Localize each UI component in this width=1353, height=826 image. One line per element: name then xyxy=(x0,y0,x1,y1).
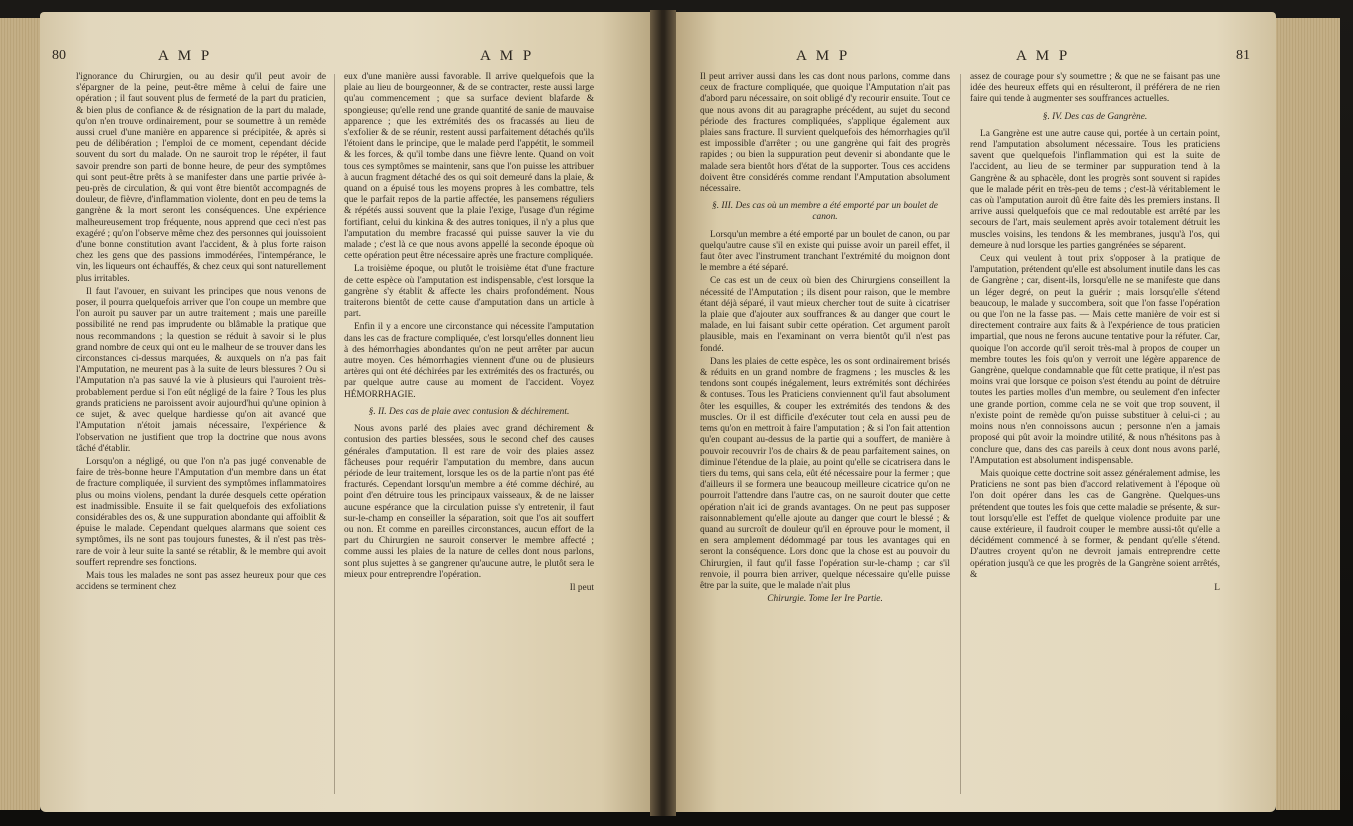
left-page xyxy=(40,12,650,812)
paragraph: eux d'une manière aussi favorable. Il arrive quelquefois que la plaie au lieu de bourgeonner, & de se contracter, reste aussi large qu'au commencement ; que sa surface devient blafarde & spongieuse; qu'elle rend une grande quantité de sanie de mauvaise apparence ; que les extrémités des os fracassés au lieu de s'exfolier & de se réunir, restent aussi parfaitement détachés qu'ils l'étoient dans le principe, que le malade perd l'appétit, le sommeil & les forces, & qu'il tombe dans une fièvre lente. Quand on voit tous ces symptômes se maintenir, sans que l'on puisse les attribuer à aucun fragment détaché des os qui soit demeuré dans la plaie, & quand on a épuisé tous les moyens propres à les combattre, tels que le parfait repos de la partie affectée, les pansemens réguliers & répétés aussi souvent que la plaie l'exige, l'usage d'un régime fortifiant, celui du kinkina & des autres toniques, il n'y a plus que l'amputation du membre fracassé qui puisse sauver la vie du malade ; c'est là ce que nous avons appellé la seconde époque où cette opération peut être nécessaire après une fracture compliquée. xyxy=(344,72,594,262)
paragraph: Ceux qui veulent à tout prix s'opposer à la pratique de l'amputation, prétendent qu'elle est absolument inutile dans les cas de Gangrène ; car, disent-ils, lorsqu'elle ne se manifeste que dans un léger degré, on peut la guérir ; mais lorsqu'elle s'étend beaucoup, le malade y succombera, soit que l'on fasse l'opération ou que l'on ne la fasse pas. — Mais cette manière de voir est si directement contraire aux faits & à l'expérience de tous praticien impartial, que nous ne ferons aucune tentative pour la réfuter. Car, quoique l'on accorde qu'il seroit très-mal à propos de couper un membre toutes les fois qu'on y verroit une légère apparence de Gangrène, quelque condamnable que fût cette pratique, il n'est pas moins vrai que lorsque ce poison s'est étendu au point de détruire toutes les parties molles d'un membre, ou seulement d'en infecter une grande portion, comme cela ne se voit que trop souvent, il n'existe point de remède qu'on puisse substituer à celui-ci ; au moins nous n'en connoissons aucun ; personne n'en a jamais proposé qui pût avoir la moindre utilité, & nous n'hésitons pas à conclure que, dans des cas pareils à ceux dont nous avons parlé, l'Amputation est absolument indispensable. xyxy=(970,254,1220,466)
paragraph: Lorsqu'on a négligé, ou que l'on n'a pas jugé convenable de faire de très-bonne heure l'Amputation d'un membre dans un état de fracture compliquée, il survient des symptômes inflammatoires plus ou moins violens, pendant la durée desquels cette opération est inadmissible. Ensuite il se fait quelquefois des exfoliations considérables des os, & une suppuration abondante qui affoiblit & épuise le malade. Cependant quelques alarmans que soient ces symptômes, ils ne sont pas toujours funestes, & il n'est pas très-rare de voir à leur suite la santé se rétablir, & le membre qui avoit souffert reprendre ses fonctions. xyxy=(76,456,326,568)
text-column-2 xyxy=(344,72,594,596)
paragraph: assez de courage pour s'y soumettre ; & que ne se faisant pas une idée des heureux effets qui en résulteront, il préférera de ne rien faire qui tende à augmenter ses souffrances actuelles. xyxy=(970,72,1220,105)
text-column-1 xyxy=(76,72,326,595)
paragraph: Lorsqu'un membre a été emporté par un boulet de canon, ou par quelqu'autre cause s'il en existe qui puisse avoir un pareil effet, il faut ôter avec l'instrument tranchant l'extrémité du moignon dont le membre a été séparé. xyxy=(700,229,950,274)
paragraph: Mais quoique cette doctrine soit assez généralement admise, les Praticiens ne sont pas bien d'accord relativement à l'époque où l'on doit opérer dans les cas de Gangrène. Quelques-uns prétendent que toutes les fois que cette maladie se présente, & sur-tout lorsqu'elle est l'effet de quelque violence produite par une cause extérieure, il faudroit couper le membre aussi-tôt qu'elle a décidément commencé à se former, & pendant qu'elle s'étend. D'autres croyent qu'on ne devroit jamais entreprendre cette opération jusqu'à ce que les progrès de la Gangrène soient arrêtés, & xyxy=(970,468,1220,580)
left-fore-edge xyxy=(0,18,40,810)
paragraph: Ce cas est un de ceux où bien des Chirurgiens conseillent la nécessité de l'Amputation ; ils disent pour raison, que le membre étant déjà séparé, il vaut mieux chercher tout de suite à cicatriser la plaie que d'ajouter aux souffrances & au danger que court le malade, en lui faisant subir cette opération. Cet argument paroît plausible, mais en l'examinant on verra bientôt qu'il n'est pas fondé. xyxy=(700,276,950,354)
running-head: A M P xyxy=(1016,48,1071,64)
running-head: A M P xyxy=(158,48,213,64)
paragraph: l'ignorance du Chirurgien, ou au desir qu'il peut avoir de s'épargner de la peine, peut-être même à celui de faire une opération ; il faut souvent plus de fermeté de la part du praticien, & bien plus de confiance & de résignation de la part du malade, qu'on n'en trouve ordinairement, pour se soumettre à un remède aussi cruel d'une manière en apparence si précipitée, & après si peu de délibération ; l'emploi de ce moment, cependant décide souvent du sort du malade. On ne sauroit trop le répéter, il faut savoir prendre son parti de bonne heure, de peur des symptômes qui sont peut-être prêts à se manifester dans une partie privée à-peu-près de circulation, & qui vont être bientôt accompagnés de douleur, de fièvre, d'inflammation violente, dont en peu de tems la gangrène & la mort seront les conséquences. Une expérience malheureusement trop fréquente, nous apprend que ceci n'est pas exagéré ; qu'on l'observe même chez des personnes qui jouissoient d'une bonne constitution avant l'accident, & à plus forte raison chez les gens que des passions immodérées, l'intempérance, le vin, les liqueurs ont échauffés, & chez ceux qui sont naturellement plus irritables. xyxy=(76,72,326,284)
right-page xyxy=(676,12,1276,812)
section-heading: §. III. Des cas où un membre a été emporté par un boulet de canon. xyxy=(712,201,938,223)
page-number: 80 xyxy=(52,48,66,63)
running-head: A M P xyxy=(796,48,851,64)
signature-mark: L xyxy=(1214,582,1220,593)
signature-line: Chirurgie. Tome Ier Ire Partie. xyxy=(767,594,883,605)
paragraph: Dans les plaies de cette espèce, les os sont ordinairement brisés & réduits en un grand nombre de fragmens ; les muscles & les tendons sont coupés inégalement, leurs extrémités sont déchirées & contuses. Tous les Praticiens conviennent qu'il faut absolument ôter les esquilles, & couper les extrémités des tendons & des muscles. Or il est difficile d'exécuter tout cela en aussi peu de tems qu'on en mettroit à faire l'amputation ; & si l'on fait attention qu'en coupant au-dessus de la partie qui a souffert, de manière à pouvoir recouvrir l'os de chairs & de peau parfaitement saines, on diminue l'étendue de la plaie, au point qu'elle se cicatrisera dans le tiers du tems, qui sans cela, eût été nécessaire pour la fermer ; que d'ailleurs il se formera une beaucoup meilleure cicatrice qu'on ne pourroit l'attendre dans l'autre cas, on ne sauroit douter que cette opération n'ait ici de grands avantages. On ne peut pas supposer raisonnablement qu'elle ajoute au danger que court le blessé ; & quand au surcroît de douleur qu'il en éprouve pour le moment, il en sera amplement dédommagé par tous les avantages qui en seront la conséquence. Lors donc que la chose est au pouvoir du Chirurgien, il faut qu'il fasse l'opération sur-le-champ ; car s'il renvoie, il pourra bien arriver, quelque nécessaire qu'elle puisse être par la suite, que le malade n'ait plus xyxy=(700,356,950,591)
page-number: 81 xyxy=(1236,48,1250,63)
running-head: A M P xyxy=(480,48,535,64)
paragraph: Mais tous les malades ne sont pas assez heureux pour que ces accidens se terminent chez xyxy=(76,570,326,593)
section-heading: §. II. Des cas de plaie avec contusion & déchirement. xyxy=(368,406,570,417)
column-rule xyxy=(960,74,961,794)
book-gutter xyxy=(650,10,676,816)
paragraph: Il peut arriver aussi dans les cas dont nous parlons, comme dans ceux de fracture compliquée, que quoique l'Amputation n'ait pas d'abord paru nécessaire, on soit obligé d'y recourir ensuite. Tout ce que nous avons dit au paragraphe précédent, au sujet du second période des fractures compliquées, s'applique également aux plaies sans fracture. Il survient quelquefois des hémorrhagies qu'il est impossible d'arrêter ; ou une gangrène qui fait des progrès rapides ; ou bien la suppuration peut devenir si abondante que le malade sera bientôt hors d'état de la supporter. Tous ces accidens doivent être considérés comme rendant l'Amputation absolument nécessaire. xyxy=(700,72,950,195)
catchword: Il peut xyxy=(569,582,594,593)
paragraph: Nous avons parlé des plaies avec grand déchirement & contusion des parties blessées, sous le second chef des causes générales d'amputation. Il est rare de voir des plaies assez fâcheuses pour requérir l'amputation du membre, dans aucun période de leur traitement, lorsque les os de la partie n'ont pas été fracturés. Cependant lorsqu'un membre a été comme déchiré, au point d'en détruire tous les principaux vaisseaux, & de ne laisser aucune espérance que la circulation puisse s'y entretenir, il faut sur-le-champ en conseiller la séparation, soit que l'os ait souffert ou non. Et comme en pareilles circonstances, aucun effort de la part du Chirurgien ne sauroit conserver le membre affecté ; comme aussi les plaies de la nature de celles dont nous parlons, sont plus sujettes à se gangrener qu'aucune autre, le plutôt sera le mieux pour entreprendre l'opération. xyxy=(344,424,594,580)
text-column-1 xyxy=(700,72,950,607)
paragraph: La troisième époque, ou plutôt le troisième état d'une fracture de cette espèce où l'amputation est indispensable, c'est lorsque la gangrène s'y établit & affecte les chairs profondément. Nous traiterons bientôt de cette cause d'amputation dans un article à part. xyxy=(344,264,594,320)
right-fore-edge xyxy=(1276,18,1340,810)
column-rule xyxy=(334,74,335,794)
paragraph: La Gangrène est une autre cause qui, portée à un certain point, rend l'amputation absolument nécessaire. Tous les praticiens savent que quelquefois l'inflammation qui est la suite de l'accident, au lieu de se terminer par suppuration tend à la Gangrène & au sphacèle, dont les progrès sont souvent si rapides que le malade périt en très-peu de tems ; c'est-là véritablement le cas où l'amputation auroit dû être faite dès les premiers instans. Il arrive aussi quelquefois que ce mal redoutable est arrêté par les secours de l'art, mais seulement après avoir totalement détruit les muscles voisins, les tendons & les membranes, jusqu'à l'os, qui demeure à nud lorsque les parties gangrénées se séparent. xyxy=(970,128,1220,251)
paragraph: Enfin il y a encore une circonstance qui nécessite l'amputation dans les cas de fracture compliquée, c'est lorsqu'elles donnent lieu à des hémorrhagies abondantes qu'on ne peut arrêter par aucun autre moyen. Ces hémorrhagies viennent d'une ou de plusieurs artères qui ont été déchirées par les extrémités des os fracturés, ou par quelque autre cause au moment de l'accident. Voyez HÉMORRHAGIE. xyxy=(344,322,594,400)
section-heading: §. IV. Des cas de Gangrène. xyxy=(1042,111,1148,122)
paragraph: Il faut l'avouer, en suivant les principes que nous venons de poser, il pourra quelquefois arriver que l'on coupe un membre que l'on auroit pu sauver par un autre traitement ; mais une pareille possibilité ne rend pas imprudente ou blâmable la pratique que nous recommandons ; la question se réduit à savoir si le plus grand nombre de ceux qui ont eu le malheur de se trouver dans les circonstances ci-dessus marquées, & auxquels on n'a pas fait l'Amputation, ne meurent pas à la suite de leurs blessures ? Ou si l'Amputation n'a pas sauvé la vie à plusieurs qui l'auroient très-probablement perdue si l'on eût négligé de la faire ? Tous les plus grands praticiens ne paroissent avoir aujourd'hui qu'une opinion à ce sujet, & avec quelque hardiesse qu'on ait avancé que l'Amputation n'étoit jamais nécessaire, l'expérience & l'observation ne justifient que trop la doctrine que nous avons tâché d'établir. xyxy=(76,286,326,454)
text-column-2 xyxy=(970,72,1220,596)
